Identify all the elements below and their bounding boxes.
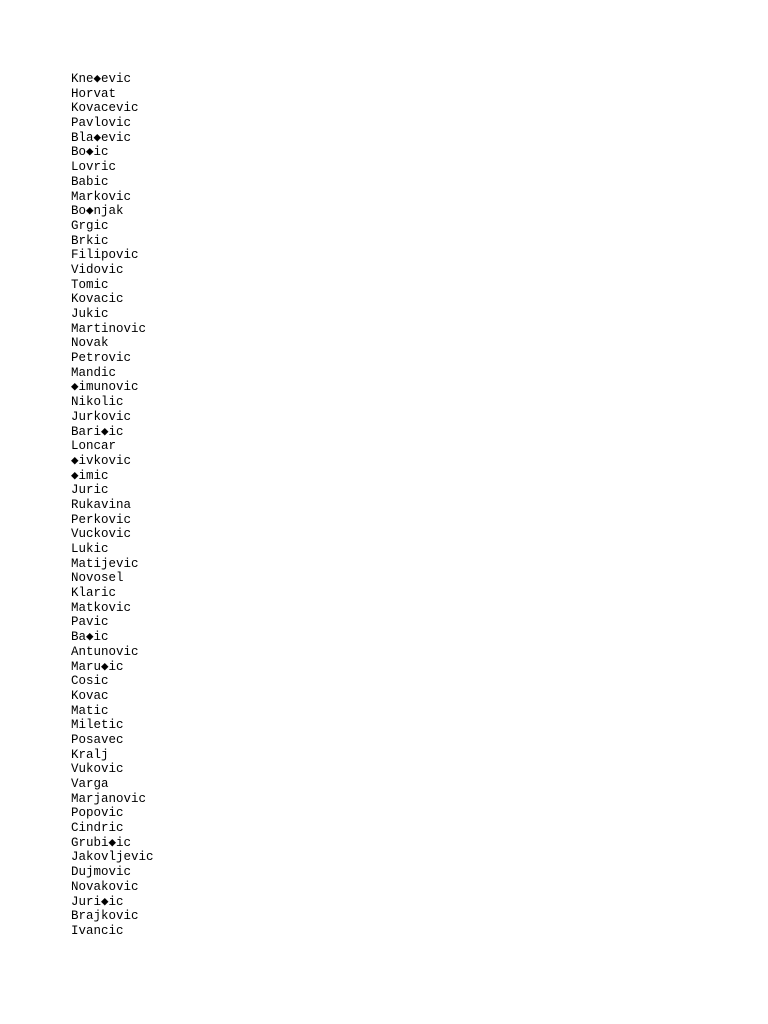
list-item: Varga [71,777,109,791]
list-item: ◆imic [71,468,109,483]
list-item: Brajkovic [71,909,139,924]
list-item: Lukic [71,542,109,556]
list-item: Bo◆njak [71,204,124,219]
list-item: Cindric [71,821,124,836]
list-item: Bla◆evic [71,130,132,145]
list-item: Kovacevic [71,101,139,116]
list-item: Maru◆ic [71,659,124,674]
list-item: Loncar [71,439,117,454]
list-item: Klaric [71,586,117,601]
list-item: Babic [71,174,109,189]
list-item: Martinovic [71,321,147,336]
list-item: Mandic [71,365,117,380]
list-item: Juric [71,483,109,498]
list-item: Pavic [71,615,109,630]
list-item: Vukovic [71,762,124,777]
list-item: Novakovic [71,879,139,894]
list-item: Matkovic [71,600,132,615]
list-item: Lovric [71,160,117,175]
list-item: Kne◆evic [71,72,132,86]
list-item: Pavlovic [71,116,132,131]
list-item: Petrovic [71,351,132,366]
surname-list [71,72,154,939]
list-item: Jurkovic [71,409,132,424]
list-item: Ivancic [71,923,124,938]
list-item: Novak [71,336,109,351]
list-item: Tomic [71,277,109,292]
list-item: Kralj [71,747,109,762]
list-item: ◆imunovic [71,380,139,395]
list-item: Bo◆ic [71,145,109,160]
list-item: Posavec [71,732,124,747]
list-item: Cosic [71,674,109,689]
list-item: Bari◆ic [71,424,124,439]
list-item: Vidovic [71,262,124,277]
list-item: Markovic [71,189,132,204]
list-item: Juri◆ic [71,894,124,909]
list-item: Vuckovic [71,527,132,542]
list-item: Nikolic [71,395,124,410]
list-item: Brkic [71,233,109,248]
list-item: Novosel [71,571,124,586]
list-item: Rukavina [71,497,132,512]
list-item: Kovac [71,688,109,703]
list-item: Miletic [71,718,124,733]
list-item: Perkovic [71,512,132,527]
list-item: Filipovic [71,248,139,263]
list-item: Matic [71,703,109,718]
list-item: Jukic [71,307,109,321]
list-item: ◆ivkovic [71,453,132,468]
list-item: Grubi◆ic [71,835,132,850]
list-item: Marjanovic [71,791,147,806]
list-item: Jakovljevic [71,850,154,865]
list-item: Kovacic [71,292,124,307]
list-item: Matijevic [71,556,139,571]
list-item: Ba◆ic [71,630,109,645]
list-item: Horvat [71,86,117,101]
list-item: Popovic [71,806,124,821]
list-item: Dujmovic [71,865,132,880]
list-item: Antunovic [71,644,139,659]
list-item: Grgic [71,218,109,233]
